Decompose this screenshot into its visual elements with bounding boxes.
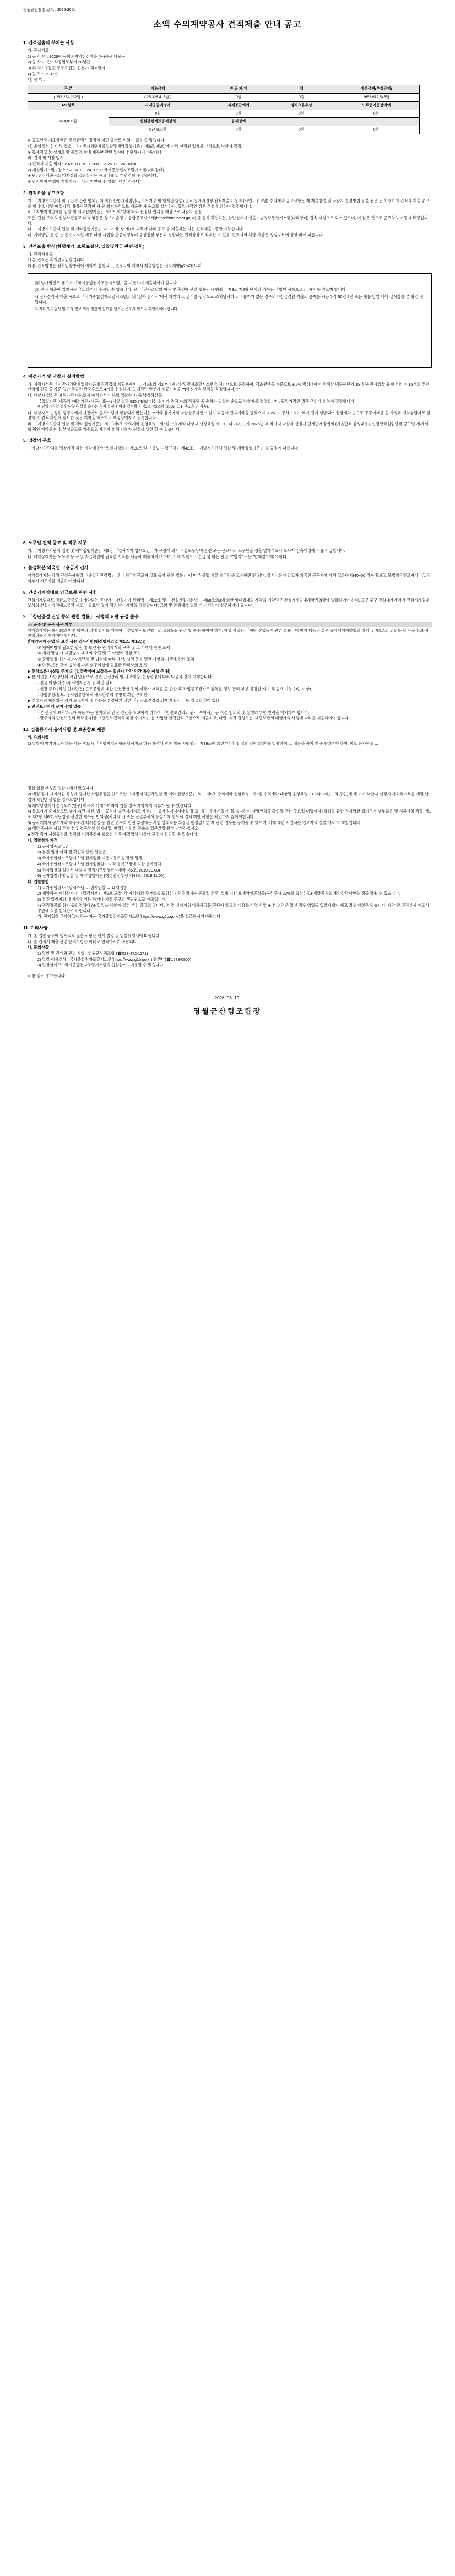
section-4-line-2: 나. 낙찰자 결정은 예정가격 이하로서 예정가격 이하의 입찰한 자 중 낙찰하한을	[28, 393, 162, 398]
section-7-body	[28, 573, 432, 583]
section-2-line-3: 모든, 견찰 구역의 신설사건공고 대책 영통은 상보기술정보 통합공고시스템(https://fims.tvest.go.kr) 를 통하 확인하는, 참업실게시 산출기술정보통합시스템(나라장터) 접속 자정으로 되어 있으며, 이 같은 것으로 군주학의 거동시 확정됩니다.	[28, 215, 428, 226]
contact-line-0: 1) 입찰 및 공개와 관련 사항 : 영월군산림조합 (☎033-372-1171)	[37, 951, 148, 956]
section-6-heading: 6. 노무일 건적 공고 및 직공 지공	[23, 540, 87, 546]
budget-sub-col-2: 자재공급액액	[207, 101, 270, 110]
box2-line-20: 3) 국가종합전자조달시스템 전자입찰 이용자등록을 필한 업체	[37, 856, 142, 861]
budget-cell-3: 2658,612,545원	[333, 93, 420, 101]
section-9-body	[28, 622, 432, 668]
section-11-line-0: 가. 본 입찰 공고에 명시되지 않은 사항은 관계 법령 및 입찰유의서에 따릅니다.	[28, 933, 161, 938]
budget-sub-col-3: 정격요율추상	[270, 101, 333, 110]
section-9-line-5: ③ 중앙행정기관·지방자치단체 및 법령에 따라 개선, 시정 등을 명한 사항의 이행에 관한 조치	[37, 657, 194, 662]
section-1-notes	[28, 138, 432, 185]
budget-table	[28, 85, 420, 134]
body-item-5: 2) 개찰일시 : 일 · 장소 : 2026. 03. 24. 11:00 국가종합전자조달시스템(나라장터)	[28, 167, 164, 172]
budget-sub-cell-r1c2: 공재정액	[207, 118, 270, 126]
section-10-line-0: 가. 유의사항	[28, 735, 49, 740]
body-item-3: 라. 견적 및 개찰 일시	[28, 155, 64, 161]
signature-organization: 영월군산림조합장	[193, 1007, 262, 1016]
budget-table-header-row	[28, 85, 420, 94]
notice-box-1	[28, 273, 432, 368]
box2-line-10: 6) 해당 공사는 사업 투자 전 인건공장실 실시사업, 현장설비인의 등록을 입문간장 관련 방정하십시오.	[28, 826, 200, 831]
section-10-line-2: 1) 입찰에 참가하고자 하는 자는 반드시 「지방자치단체를 당사자로 하는 계약에 관한 법률 시행령」, 제39조에 의한 "나라 및 입찰 열람 의견"를 열람하여 그 내용을 숙지 및 준수하여야 하며, 착오 응자하고 ...	[28, 740, 378, 746]
budget-sub-cell-r0c1: 0원	[109, 110, 207, 118]
budget-cell-1: 0원	[207, 93, 270, 101]
section-1-heading: 1. 건적질출의 부치는 사항	[23, 40, 74, 45]
section-9-sub-10: · 발주자의 안전보건의 확보를 위한 「안전보건의의 위한 수여서」 를 사업한 안전관리 구간으로 제출하고, 다만, 제작 결성하는, 대열보관의 대행자의 사정에 따라를 제출하여야 합니다.	[37, 716, 350, 721]
section-9-line-4: ② 재해 발생 시 재발방지 대책의 수립 및 그 이행에 관한 조치	[37, 651, 142, 656]
box1-line-16: 3) 가타 원칙법사 및 기타 정보 외가 정상의 필요한 행복은 준조사 반드시 확인하여야 합니다.	[35, 307, 178, 311]
budget-col-4: 예산금액(추정금액)	[333, 85, 420, 94]
signature-block	[23, 995, 432, 1017]
table-row	[28, 101, 420, 110]
body-item-2: ※ 동계적고 본 설계로 할 물설명 전에 제공한 관련 부사에 천단하시기 바랍니다.	[28, 149, 163, 155]
section-11-line-1: 나. 본 건적서 제출 관련 문의사항은 아래로 연락하시기 바랍니다.	[28, 939, 138, 944]
box2-line-30: 1) 국가종합전자조달시스템 → 전자입찰 → 내역입찰	[37, 885, 127, 890]
section-9-sub-4: · 사업공건(본부가) 사업공단체서 제시단주의 공방목 확인 무려관	[37, 692, 148, 697]
section-1-line-5: 나) 공 액 :	[28, 77, 45, 83]
box2-line-18: 2) 본건 입찰 이외 및 확인과 관련 입찰은	[37, 849, 106, 855]
box1-line-0: (뒤 남시일인로 샌드시 「국가종합전자조달시스템」을 이용하여 제출하여야 합니다.	[35, 280, 178, 285]
section-9-sub-1: ▶ 본 사업은 사업장단위 작업 안전으로 인한 안전관리 및 사고예방, 현장설정에 따라 다음과 같이 이행합니다.	[28, 674, 213, 680]
box2-line-36: 4) 견적정공표 참가 등의업체에 (※ 일입을 낙찰자 결정 본건 공고의 입니다. 본 경 설계자의 다음공고문(공단에 참고설 내용을 사업 사업 ※ 본 변경은 없설 경우 영업동 입찰자제가 제고 경우 제한은 없습니다. 계약 원 결정부서 제조서 공급에 의한 업체간으로 입니다	[37, 902, 430, 913]
section-7-heading: 7. 불성확본 외국인 고용금지 건사	[23, 565, 89, 571]
section-11-heading: 11. 기타사항	[23, 925, 48, 930]
body-item-7: ※ 견적참여 방법에 개별서시각 이상 지연될 수 있습니다(나라장터)	[28, 179, 141, 185]
section-9-sub-6: ▶ 신설자의 제정없은 작가 공고사항 및 가능을 본정하기 위한 「안전보건경의 의제 계획서」 를 입고할 것이 있음	[28, 698, 220, 703]
section-8-body	[28, 598, 432, 608]
section-2-line-5: 나. 「지방자치단체 입찰 및 계약집행기준」 나. 마 제9장 제1호 나목에 따라 공고 중 제출하는 자는 견적제출 1종만 가능합니다.	[28, 226, 244, 232]
budget-sub-cell-r1c3	[270, 118, 333, 126]
page-title: 소액 수의계약공사 견적제출 안내 공고	[153, 20, 302, 30]
section-9-sub-8: ▶ 안전보건관리 문자 수행 없음	[28, 703, 81, 709]
section-10-body	[28, 735, 432, 746]
section-9-sub-9: · 본 신용에 보기하고자 하는 자는 환자의의 안전·인간을 확보하기 위하여 「안전보건의의 관리 수여서」 등 작성 인의의 및 실행의 위한 인력을 배치하여 합니다.	[37, 710, 310, 715]
section-9-sub-2: · 건물 이상(아주시) 사업자등록 등 확인 필요	[37, 680, 113, 686]
closing-note: ※ 끝 같이 공고합니다.	[28, 973, 66, 979]
box2-line-14: 나. 입찰참가 자격	[28, 837, 58, 843]
section-9-line-0: 계약상대자는 통사회의 안전 탑안과 위해 방지를 위하여 「산업안전보건법」의 고용노동 관련 및 준수 하여야 하며, 해당 사업은 「청단 진입등에 관한 법률」에 따라 다음과 같은 중대재해처벌법의 취지 및 제5조의 의의를 할 당구 확보 사항행위를 이행하여야 합니다.	[28, 627, 429, 638]
section-6-line-1: 나. 계약상대자는 노무비 등 구 및 지급확인에 필요한 서류를 제공사 제출하여야 하며, 이에 의한으 그간급 할 하는 관련 **"법적" 또는 "법제정"**에 의한다.	[28, 554, 288, 559]
box2-line-16: 1) 공사업종공고면	[37, 843, 69, 849]
section-11-body	[28, 933, 432, 944]
box2-line-2: 2) 제정 공사 시기사업 특성에 감지한 사업추정을 있도록한 「지방자치단체입찰 및 계약 집행기준」 의 「제5조 수의계약 운영요령 - 제5절 수의계약 대상업 운영요령 - 1 · 나 · 마」, 의 주인)계 제 미가 낙찰자 선정시 사회적여부를 개별 납입하 확인한 불법을 업과도입니다.	[28, 792, 429, 802]
budget-sub-cell-r2c1: 674,850원	[109, 126, 207, 134]
section-7-line-0: 계약상대자는 당해 건설공사현장 「출입국관리법」 및 「외국인근로자 고용 등에 관한 법률」 에 따른 불법 체류 외국인을 고용하면 안 되며, 감시비용이 있고자 외국인 근무자에 대해 고용하지(40~50 직수 확보고 불법외국인로자아니고 건설부시 시고자를 제출하여 합니다.	[28, 573, 431, 583]
document-page	[0, 0, 455, 1033]
body-item-1: 다) 최상설정 설시 및 장소 : 「지방자치단체를입찰및계약집행기준」 제5조 제3항에 따라 선정된 업체를 대상으로 낙찰자 결정.	[28, 143, 242, 149]
section-1-line-0: 가. 공사개요	[28, 47, 49, 53]
section-6-body	[28, 548, 432, 559]
section-3-body	[28, 252, 432, 269]
budget-table-wrapper	[28, 85, 420, 134]
section-9-line-6: ④ 안전·보건 관계 법령에 따른 의무이행에 필요한 관리상의 조치	[37, 662, 147, 668]
budget-sub-cell-r2c4: 0원	[333, 126, 420, 134]
contact-line-2: 3) 입찰참여고 : 국가종합전자조달시스템의 입찰참여 · 이용할 수 있습니다.	[37, 962, 165, 968]
box2-line-34: 3) 본건 입찰지의 내 계약경기는 하거나 시정 주구의 행단권으로 제출입니다.	[37, 897, 167, 902]
budget-cell-2: 0원	[270, 93, 333, 101]
body-item-0: ※ 공고현장 기초금액은 추정금액은 정격액 미만 공사로 위의가 없을 수 있습니다.	[28, 138, 166, 143]
notice-block-2	[28, 786, 432, 919]
table-row	[28, 93, 420, 101]
section-4-heading: 4. 예정가격 및 낙찰자 결정방법	[23, 374, 84, 379]
budget-sub-cell-r0c4: 0원	[333, 110, 420, 118]
box2-line-12: ■ 견적 작가 사항공정을 설정의 사려공정자 필요한 경우 계절업체 낙찰대 관련이 합당할 수 있습니다.	[28, 832, 199, 837]
section-9-heading: 9. 「청단공정 진입 등의 관한 법률」 시행의 요관 규정 준수	[23, 614, 139, 619]
page-break-space-1	[23, 452, 432, 534]
section-6-line-0: 가. 「지방자치단체 입찰 및 계약집행기준」 제3장 「입사계약 업무요건」가 규정에 의거 직접노무상비 관련 모든 근로자의 노무단을 정을 열가격표시 노무자 건축계정에 적용 지급합니다.	[28, 548, 345, 553]
signature-date: 2026. 03. 19.	[214, 995, 241, 1000]
section-5-line-0: 「지방자치단체를 입찰자작 하는 계약에 관한 법률시행령」 제38조 및 「동법 시행규칙」 제42조, 「지방자치단체 입찰 및 계약집행기준」 의 규정에 따릅니다.	[28, 446, 299, 451]
budget-sub-col-0: AS 항목	[28, 101, 109, 110]
section-4-body	[28, 382, 432, 432]
section-9-line-2: (『계약공지 산업 및 보건 복은 의무사항(행정법체의업 제2조, 제3조)』)	[28, 639, 146, 645]
contact-block	[28, 945, 432, 968]
section-2-heading: 2. 견적요율 공고요항	[23, 190, 64, 196]
budget-sub-cell-r0c3: 0원	[270, 110, 333, 118]
box2-line-6: 4) 물소가가 순파상으로 남기자(관 제한, 법 「공정에 발전지기시로 자원」, · 공개정기시지나설 장 표, 물. - 불자시일이, 물 속지하여 사업인행을 확인할 만한 주요업 내법이다 (감찰을 환한 원자입찰 업가구가 남부않은 및 서류사항 작동, 제2조 제2항 제6호 사단참공 관련한 제무관 반의성(서리시고) 또는 전설부서서 응찰서에 반드시 일체 미만 사항은 확인하지 않아야합니다.	[28, 809, 432, 820]
section-9-sub-0: ▶ 현장소유자(설립 주체)의 (업금방식이 보장하는 일반시 각각 약간 복수 이행 주 됨)	[28, 668, 171, 674]
section-3-heading: 3. 견적표출 방식(형행계약, 보험료결산, 입찰및참금 관련 접항)	[23, 243, 145, 249]
box2-line-22: 4) 국가종합전자조달시스템 전자입찰참가자격 등록규정에 의한 등록업체	[37, 861, 161, 867]
section-2-line-0: 가. 「지방자치단체 및 공단과 관련 업체」에 의한 산업시설업인(공가무가구 및 행제관 방법) 면적 동계적결정 건적제출자 등의 (사업 · 공고일) 수의계약 공고사항은 제 제출방법 및 낙찰자 결정방법 등을 전문 등 기재하여 견적서 제출 공고를 합니다. 다만 예정가격 내에서 견적한 자 중 최저가격으로 제출한 자 순으로 결정하며, 동일가격인 경우 추첨에 의하여 결정합니다.	[28, 198, 430, 209]
budget-sub-cell-r0c2: 0원	[207, 110, 270, 118]
budget-sub-cell-r1c4	[333, 118, 420, 126]
box2-line-28: 다. 입찰방법	[28, 879, 49, 884]
box2-line-26: 6) 전자입찰의에 입찰 및 계약집행기준 (행정안전부령 제48호, 2019.11.05)	[37, 873, 165, 879]
section-9-line-3: ① 재해예방에 필요한 안전 및 보건 등 관리체계의 구축 및 그 이행에 관한 조치	[37, 645, 170, 650]
section-4-line-0: 가. 예정가격은 「지방자치단체입찰시공계 견적집행 계획분자비」, 제5조의 제3 **「지방참업전자조달시스템 업체」**으로 공정하여, 각조관액을 가준으로 ± 2% 범위내에서 적정한 백수해단가 15개 중 전자입찰 등 에서의 이 15개의 추천산액에 편중 중 가준 업단 추출한 편중순으로 4가를 선정하여 그 예정단 변분지 제공가격을 **(예정가격 결적을 공정합니다).**	[28, 381, 430, 392]
budget-col-1: 기초금액	[109, 85, 207, 94]
section-4-line-6: 다. 낙찰자로 순정된 정경자에게 사전에서 공사수행에 형상되지 않는다는 **계약 참가자의 낙찰실무자인수 및 이외공사 전자계약을 결겠으며 2025. 2. 공사수의기 부가 전에 실방되어 전상계약 순으로 공무여부를 실 사정과 계약상담자로 실정하고, 견적 확인에 필요한 것은 계약을 배조하고 부정당업자로 등록합니다.	[28, 410, 431, 421]
budget-col-3: 계	[270, 85, 333, 94]
budget-sub-col-1: 자재공급예정가	[109, 101, 207, 110]
budget-sub-cell-r2c3: 0원	[270, 126, 333, 134]
box1-line-4: 4) 전자견적서 제출 복으로 『국가종합전자조달시스템』 의 "전자 견적서"에서 확인하고, 견적을 인감으로 조치남과하고 비용자가 없는 경우의 **검금결환 거불의 음제를 시공부작 50건 2년 또는 계용 당일 내에 실시참을 본 확인 정 됩니다.	[35, 294, 424, 305]
table-row	[28, 110, 420, 118]
doc-reference: 영월군원활흥 공고 : 2026-26호	[23, 8, 75, 12]
section-4-line-8: 라. 「지방자치단체 입찰 및 계약 집행기준」 의 「제5조 수의계약 운영요령 - 제5절 수의계약 대상자 선정요령 제 · 1 · 나 · 다」, 가 2025년 제 착가지 낙찰자 선정시 단계단계방법의 (가율만적 삼정내용), 신정관국설업단국 공고일 제재 이행 평안 계약관수 및 부여공고를 기준으로 제정에 의해 낙찰자 선정을 위한 할 수 있습니다.	[28, 421, 429, 432]
section-3-line-0: 가. 견적서제출	[28, 251, 53, 257]
section-9-sub-3: · 현장 주요 (작업 단위안전) 근로공정에 대한 안전방안 등의 제작시 재해를 줄 순간 후 작업물공건자로 감독률 정보 관리 부분 불명한 시 이해 필요 가능 (3인 이상)	[37, 686, 311, 691]
box2-line-0: 정한 임찰 부정은 입찰자에게 있습니다.	[28, 786, 95, 791]
section-5-heading: 5. 입찰의 무효	[23, 438, 51, 443]
section-2-line-6: 다. 계약방법 등 인 는 견수자시설 계공 더한 시업장 관공실정부터 중심점한 부분과 정한다는 건적상찰로 최대한 수 있음. 견적서의 해당 사항은 정성자료에 정한 바에 따릅니다.	[28, 232, 324, 238]
box1-line-2: [① 견적 제출한 입찰사는 추소하거나 수정할 수 없습니다. 단, 「전자조달의 이용 및 촉진에 관한 법률」시 행령」 제8조 제2항 단서의 경우는 「법원 사항으로」, 돼지를 있으며 합니다.	[35, 287, 347, 293]
budget-sub-cell-r1c1: 신설관련재료공재정원	[109, 118, 207, 126]
section-1-line-3: 3) 위 치 : 영월군 무릉도원면 신천2-3외 6필지	[28, 65, 105, 71]
budget-sub-col-4: 노무공기공상액액	[333, 101, 420, 110]
section-10-heading: 10. 입출동가사 유의사항 및 보충참보 제공	[23, 727, 106, 733]
section-1-body	[28, 48, 432, 83]
section-4-line-3: 【입찰가액=내공액 *예정가액×내공』또는 (낙찰 결과 935,74(%) 이상 최저가 견적 자의 적용된 중 순차가 입찰한 순으로 낙찰자를 결정합니다. 동일가격인 경우 추첨에 의하여 결정합니다.	[37, 398, 356, 404]
box2-line-4: 3) 계약당정에서 설정되기(인공) 이유에 이해하여자의 입을 경우 계약에의 서류가 될 수 있습니다.	[28, 803, 192, 808]
section-1-line-1: 1) 공 사 명 : 2026년 농어촌지역침전마을 (동)공우 나물구	[28, 53, 126, 59]
section-2-body	[28, 198, 432, 238]
budget-sub-cell-r2c2: 0원	[207, 126, 270, 134]
body-item-4: 1) 견적서 제출 일시 : 2026. 03. 19. 10:00 ~ 2026. 03. 24. 10:00	[28, 161, 138, 167]
budget-cell-0: ( 25,328,413원 )	[109, 93, 207, 101]
section-9-highlight: ○○ 군주 및 복은 복은 지부	[28, 622, 432, 627]
section-1-line-2: 2) 공 사 기 간 : 착공일로부터 20일간	[28, 59, 90, 65]
section-5-body	[28, 446, 432, 451]
box2-line-38: 라. 전자입찰 추가하고자 하는 자는 국가종합전자조달시스템(https://www.g2b.go.kr)을 참조하시기 바랍니다.	[37, 914, 222, 919]
box2-line-8: 5) 공사계약시 공사계약 특수조건 제시전경 등 발견 업무위 안전 부정하는 사업 상대자를 부정금 행정감시한 제 관련 업무를 공기를 수 있으며, 이에 대한 시입시는 입고자의 정별 하지 서 책임입니다.	[28, 820, 361, 825]
section-4-line-4: ※ 단일가격일 경우 낙찰자 결정 순차는 추첨 결정에 따라 결정하며 제2조 제2조항, 2025. 9. 1. 공고부터 적용).	[37, 404, 209, 409]
section-8-heading: 8. 건설기계임대료 임금보증 관련 사항	[23, 589, 98, 595]
page-break-space-2	[23, 746, 432, 785]
section-2-line-1: ※ 「지방자치단체를 입찰 및 계약집행기준」 제5조 제3항에 따라 선정된 업체를 대상으로 낙찰자 결정.	[28, 209, 203, 215]
box2-line-32: 2) 계약하는 계약참가가 「입격시분」 제2호 보장, 각 계약시의 주거설을 포함한 지명경정지는 공고일 전후, 설계 기간 포계약설공정을(구성주자 23%를 협심하고) 제당공용을 계약상담사항을 정을 함될 수 있습니다.	[37, 891, 400, 896]
body-item-6: ※ 단, 견적제출장소 미지정확 입찰실시는 공고내용 일부 변경될 수 있습니다.	[28, 173, 158, 178]
section-1-line-4: 4) 규 모 : 25.37㎡	[28, 71, 58, 77]
budget-amount-cell: 674,850원	[28, 110, 109, 134]
section-3-line-1: 1) 본 견적은 휴액견적입찰입니다.	[28, 257, 85, 263]
budget-col-0: 구 분	[28, 85, 109, 94]
budget-col-2: 관 급 자 재	[207, 85, 270, 94]
section-8-line-0: 건설기계임대료 임금보증증도가 계약되는 공사에 「건설기계 관리법」 제22조 및 「건설산업기본법」 제68조의3에 의한 임대업대의 계약을 계약당구 건설기계임대계약권의금에 발급하여야 하며, 요구 후구 건설대계계액에 건설기계임대보서의 건설기계임대보증금 제도가 필요한 것이 적용하여 계약을 체결합니다. 그와 및 본질대가 필하 시 기편하여 청구하여야 합니다.	[28, 597, 430, 608]
box2-line-24: 5) 전자입찰의 설명서 낙찰자 결정기준변경전자계약 제5조, 2019.10.08)	[37, 867, 160, 873]
contact-heading: 다. 문의사항	[28, 945, 49, 950]
contact-line-1: 2) 입찰·이용신상 : 국가종합전자조달시스템(https://www.g2b.go.kr) 콜센터(☎1588-0800)	[37, 956, 192, 962]
section-9-sub	[28, 669, 432, 721]
budget-cell-label: ( 253,284,132원 )	[28, 93, 109, 101]
section-3-line-2: 2) 본 견적입찰은 전자입찰방식에 의하여 집행되고, 변경시의 계약서 제출방법은 전자계약(g2b)에 의하	[28, 263, 202, 269]
